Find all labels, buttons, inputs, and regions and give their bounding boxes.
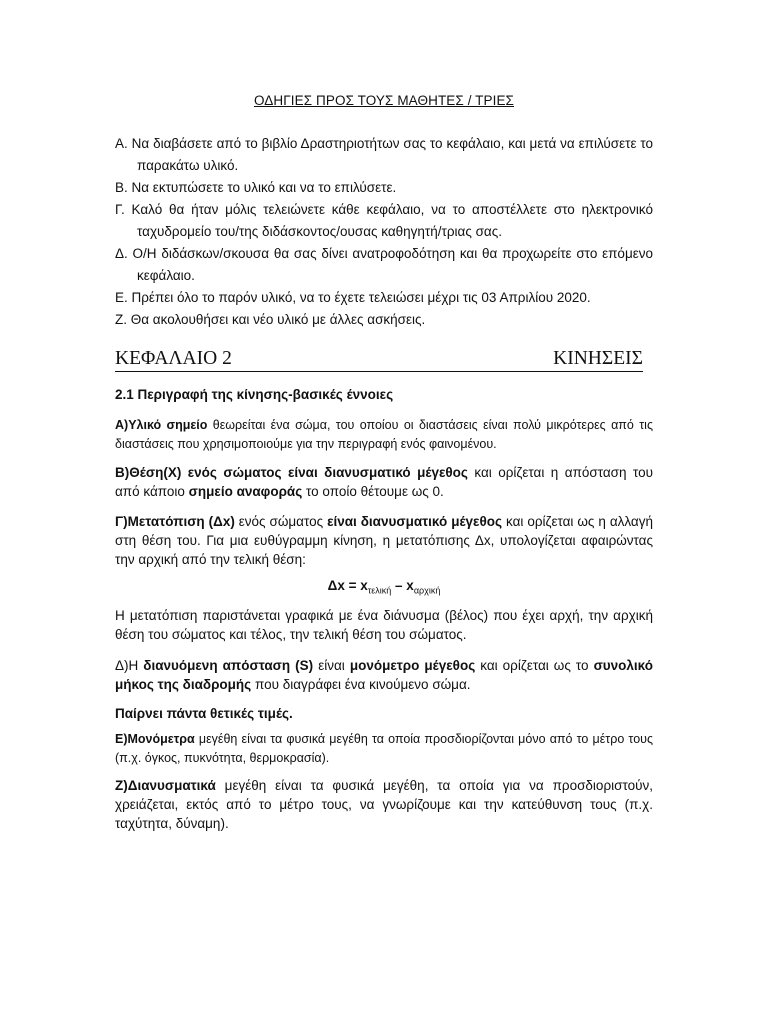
paragraph-scalar: Ε)Μονόμετρα μεγέθη είναι τα φυσικά μεγέθη τα οποία προσδιορίζονται μόνο από το μέτρο τους (π.χ. όγκος, πυκνότητα, θερμοκρασία). (115, 732, 653, 765)
paragraph-displacement: Γ)Μετατόπιση (Δx) ενός σώματος είναι διανυσματικό μέγεθος και ορίζεται ως η αλλαγή στη θέση του. Για μια ευθύγραμμη κίνηση, η μετατόπισης Δx, υπολογίζεται αφαιρώντας την αρχική από την τελική θέση: (115, 514, 653, 567)
term-material-point: Α)Υλικό σημείο (115, 418, 208, 432)
term-vector: Ζ)Διανυσματικά (115, 778, 216, 793)
instruction-item-b: Β. Να εκτυπώσετε το υλικό και να το επιλύσετε. (115, 180, 397, 195)
paragraph-vector: Ζ)Διανυσματικά μεγέθη είναι τα φυσικά μεγέθη, τα οποία για να προσδιοριστούν, χρειάζεται, εκτός από το μέτρο τους, να γνωρίζουμε και την κατεύθυνση τους (π.χ. ταχύτητα, δύναμη). (115, 778, 653, 831)
instruction-item-c: Γ. Καλό θα ήταν μόλις τελειώνετε κάθε κεφάλαιο, να το αποστέλλετε στο ηλεκτρονικό ταχυδρομείο του/της διδάσκοντος/ουσας καθηγητή/τριας σας. (115, 202, 653, 239)
page-title: ΟΔΗΓΙΕΣ ΠΡΟΣ ΤΟΥΣ ΜΑΘΗΤΕΣ / ΤΡΙΕΣ (253, 93, 515, 108)
instruction-item-e: Ε. Πρέπει όλο το παρόν υλικό, να το έχετε τελειώσει μέχρι τις 03 Απριλίου 2020. (115, 290, 591, 305)
chapter-name: ΚΙΝΗΣΕΙΣ (553, 348, 643, 369)
paragraph-displacement-vector: Η μετατόπιση παριστάνεται γραφικά με ένα διάνυσμα (βέλος) που έχει αρχή, την αρχική θέση του σώματος και τέλος, την τελική θέση του σώματος. (115, 608, 653, 642)
chapter-heading (115, 348, 643, 372)
instruction-item-a: Α. Να διαβάσετε από το βιβλίο Δραστηριοτήτων σας το κεφάλαιο, και μετά να επιλύσετε το παρακάτω υλικό. (115, 136, 653, 173)
paragraph-material-point: Α)Υλικό σημείο θεωρείται ένα σώμα, του οποίου οι διαστάσεις είναι πολύ μικρότερες από τις διαστάσεις που χρησιμοποιούμε για την περιγραφή ενός φαινομένου. (115, 418, 653, 451)
term-distance: διανυόμενη απόσταση (S) (143, 658, 314, 673)
term-scalar: Ε)Μονόμετρα (115, 732, 195, 746)
paragraph-positive-values: Παίρνει πάντα θετικές τιμές. (115, 706, 293, 721)
term-position: Β)Θέση(Χ) ενός σώματος είναι διανυσματικό μέγεθος (115, 465, 468, 480)
paragraph-distance: Δ)Η διανυόμενη απόσταση (S) είναι μονόμετρο μέγεθος και ορίζεται ως το συνολικό μήκος της διαδρομής που διαγράφει ένα κινούμενο σώμα. (115, 658, 653, 692)
instruction-item-f: Ζ. Θα ακολουθήσει και νέο υλικό με άλλες ασκήσεις. (115, 312, 426, 327)
chapter-number: ΚΕΦΑΛΑΙΟ 2 (115, 348, 232, 369)
instructions-list (115, 133, 653, 331)
term-displacement: Γ)Μετατόπιση (Δx) (115, 514, 235, 529)
displacement-formula: $\Delta x = x_{\tau\varepsilon\lambda\iota\kappa ή} - x_{\alpha\rho\chi\iota\kappa ή}$ (327, 578, 441, 596)
paragraph-position: Β)Θέση(Χ) ενός σώματος είναι διανυσματικό μέγεθος και ορίζεται η απόσταση του από κάποιο σημείο αναφοράς το οποίο θέτουμε ως 0. (115, 465, 653, 499)
section-title: 2.1 Περιγραφή της κίνησης-βασικές έννοιες (115, 387, 394, 402)
instruction-item-d: Δ. Ο/Η διδάσκων/σκουσα θα σας δίνει ανατροφοδότηση και θα προχωρείτε στο επόμενο κεφάλαιο. (115, 246, 653, 283)
